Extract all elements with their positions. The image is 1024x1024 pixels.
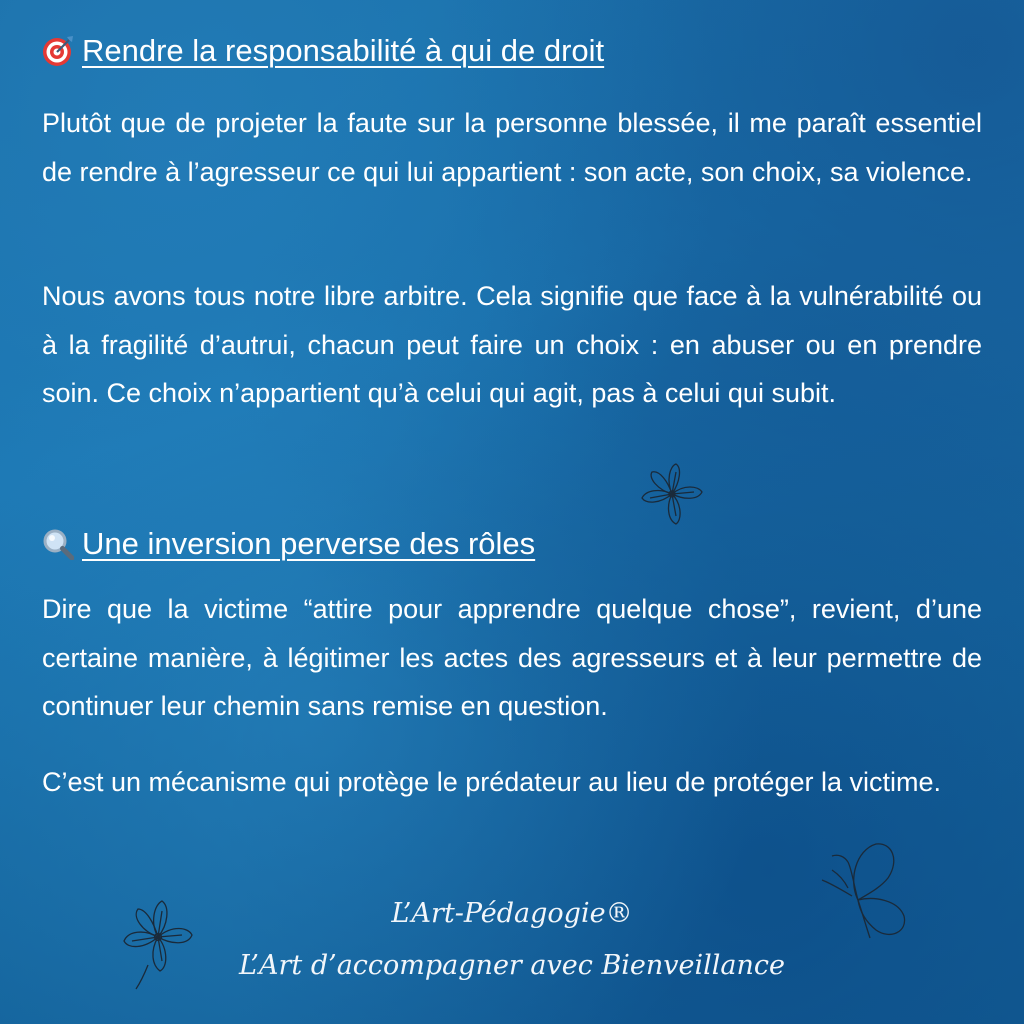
paragraph: Dire que la victime “attire pour apprendre quelque chose”, revient, d’une certaine manière, à légitimer les actes des agresseurs et à leur permettre de continuer leur chemin sans remise en question. (42, 594, 982, 721)
section-heading-inversion (42, 525, 535, 562)
target-icon (42, 35, 74, 67)
magnifying-glass-icon (42, 528, 74, 560)
paragraph: Nous avons tous notre libre arbitre. Cela signifie que face à la vulnérabilité ou à la fragilité d’autrui, chacun peut faire un choix : en abuser ou en prendre soin. Ce choix n’appartient qu’à celui qui agit, pas à celui qui subit. (42, 281, 982, 408)
section-title: Rendre la responsabilité à qui de droit (82, 33, 605, 68)
paragraph: Plutôt que de projeter la faute sur la personne blessée, il me paraît essentiel de rendre à l’agresseur ce qui lui appartient : son acte, son choix, sa violence. (42, 108, 982, 187)
section-heading-responsibility (42, 32, 604, 69)
flower-icon (636, 458, 708, 530)
butterfly-icon (818, 840, 918, 945)
paragraph: C’est un mécanisme qui protège le prédateur au lieu de protéger la victime. (42, 767, 941, 797)
brand-signature: L’Art-Pédagogie® (391, 898, 633, 929)
brand-tagline: L’Art d’accompagner avec Bienveillance (238, 950, 786, 981)
section-title: Une inversion perverse des rôles (82, 526, 536, 561)
